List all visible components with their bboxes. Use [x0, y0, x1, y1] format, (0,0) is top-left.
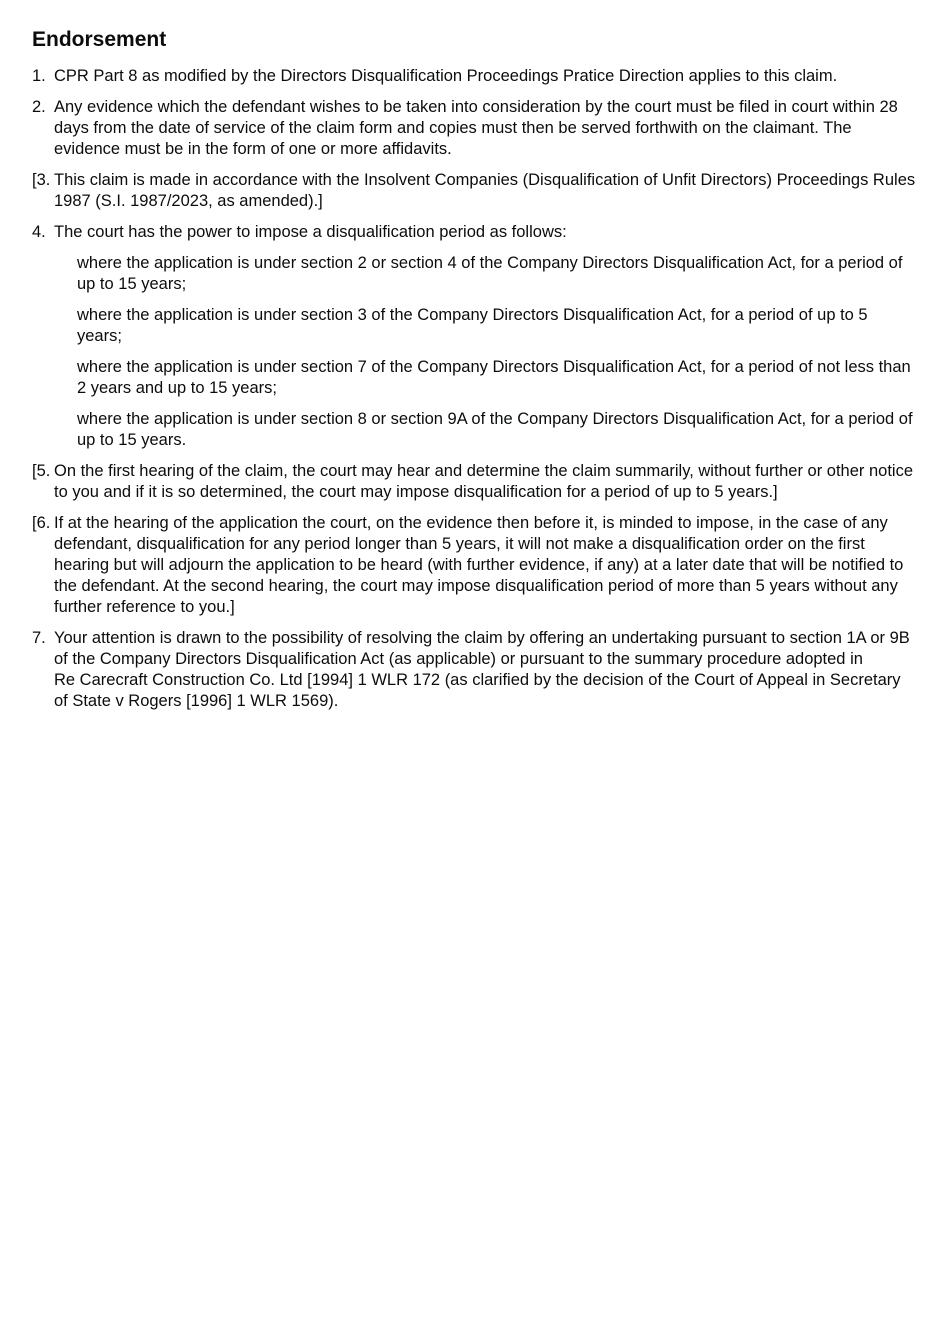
list-item — [32, 170, 916, 212]
item-text: On the first hearing of the claim, the court may hear and determine the claim summarily, without further or other notice to you and if it is so determined, the court may impose disqualification for a period of up to 5 years.] — [54, 462, 913, 501]
endorsement-list — [32, 66, 916, 712]
item-text: If at the hearing of the application the court, on the evidence then before it, is minded to impose, in the case of any defendant, disqualification for any period longer than 5 years, it will not make a disqualification order on the first hearing but will adjourn the application to be heard (with further evidence, if any) at a later date that will be notified to the defendant. At the second hearing, the court may impose disqualification period of more than 5 years without any further reference to you.] — [54, 514, 904, 616]
item-number: 4. — [32, 223, 46, 241]
sub-list-item: where the application is under section 8 or section 9A of the Company Directors Disqualification Act, for a period of up to 15 years. — [77, 410, 913, 449]
item-body — [54, 222, 916, 451]
list-item — [32, 461, 916, 503]
item-body — [54, 170, 916, 212]
list-item — [32, 97, 916, 160]
item-body — [54, 513, 916, 618]
item-number: 2. — [32, 98, 46, 116]
list-item — [32, 66, 916, 87]
item-body — [54, 97, 916, 160]
item-text: The court has the power to impose a disqualification period as follows: — [54, 223, 567, 241]
sub-list-item: where the application is under section 7 of the Company Directors Disqualification Act, for a period of not less than 2 years and up to 15 years; — [77, 358, 911, 397]
item-number: 7. — [32, 629, 46, 647]
item-text: CPR Part 8 as modified by the Directors Disqualification Proceedings Pratice Direction applies to this claim. — [54, 67, 838, 85]
sub-list-item: where the application is under section 2 or section 4 of the Company Directors Disqualification Act, for a period of up to 15 years; — [77, 254, 903, 293]
item-number: 1. — [32, 67, 46, 85]
list-item — [32, 222, 916, 451]
item-text: Your attention is drawn to the possibility of resolving the claim by offering an undertaking pursuant to section 1A or 9B of the Company Directors Disqualification Act (as applicable) or pursuant to the summary procedure adopted in — [54, 629, 910, 668]
list-item — [32, 628, 916, 712]
item-body — [54, 628, 916, 712]
list-item — [32, 513, 916, 618]
item-body — [54, 461, 916, 503]
disqualification-period-list — [54, 253, 916, 451]
item-number: [3. — [32, 171, 51, 189]
item-text: Any evidence which the defendant wishes to be taken into consideration by the court must be filed in court within 28 days from the date of service of the claim form and copies must then be served forthwith on the claimant. The evidence must be in the form of one or more affidavits. — [54, 98, 898, 158]
item-text: This claim is made in accordance with the Insolvent Companies (Disqualification of Unfit Directors) Proceedings Rules 1987 (S.I. 1987/2023, as amended).] — [54, 171, 916, 210]
item-number: [6. — [32, 514, 51, 532]
sub-list-item: where the application is under section 3 of the Company Directors Disqualification Act, for a period of up to 5 years; — [77, 306, 868, 345]
item-body — [54, 66, 916, 87]
item-number: [5. — [32, 462, 51, 480]
case-citation: Re Carecraft Construction Co. Ltd [1994] 1 WLR 172 (as clarified by the decision of the Court of Appeal in Secretary of State v Rogers [1996] 1 WLR 1569). — [54, 671, 901, 710]
page-title: Endorsement — [32, 28, 167, 51]
